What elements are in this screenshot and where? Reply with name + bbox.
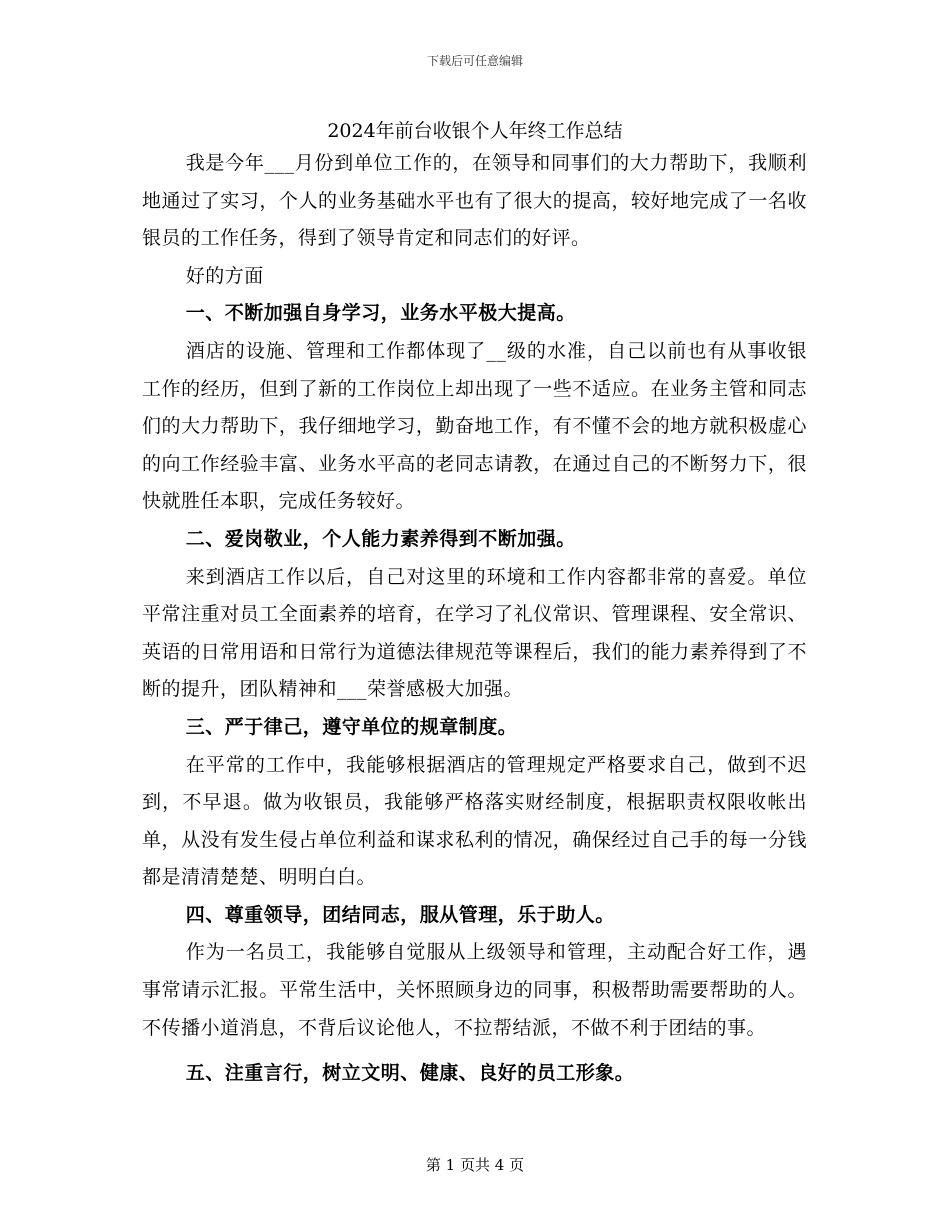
section-paragraph-4: 作为一名员工，我能够自觉服从上级领导和管理，主动配合好工作，遇事常请示汇报。平常生活中，关怀照顾身边的同事，积极帮助需要帮助的人。不传播小道消息，不背后议论他人，不拉帮结派，不做不利于团结的事。 xyxy=(142,941,807,1039)
section-heading-4: 四、尊重领导，团结同志，服从管理，乐于助人。 xyxy=(185,903,615,926)
section-heading-1: 一、不断加强自身学习，业务水平极大提高。 xyxy=(185,302,576,325)
section-paragraph-2: 来到酒店工作以后，自己对这里的环境和工作内容都非常的喜爱。单位平常注重对员工全面素养的培育，在学习了礼仪常识、管理课程、安全常识、英语的日常用语和日常行为道德法律规范等课程后，我们的能力素养得到了不断的提升，团队精神和___荣誉感极大加强。 xyxy=(142,565,807,701)
section-heading-3: 三、严于律己，遵守单位的规章制度。 xyxy=(185,715,518,738)
intro-paragraph: 我是今年___月份到单位工作的，在领导和同事们的大力帮助下，我顺利地通过了实习，个人的业务基础水平也有了很大的提高，较好地完成了一名收银员的工作任务，得到了领导肯定和同志们的好评。 xyxy=(142,152,807,250)
section-heading-2: 二、爱岗敬业，个人能力素养得到不断加强。 xyxy=(185,527,576,550)
page-header: 下载后可任意编辑 xyxy=(426,54,523,68)
good-aspects-label: 好的方面 xyxy=(185,264,264,287)
document-body xyxy=(142,145,807,1093)
section-heading-5: 五、注重言行，树立文明、健康、良好的员工形象。 xyxy=(185,1062,635,1085)
page-footer: 第 1 页共 4 页 xyxy=(425,1156,525,1174)
section-paragraph-3: 在平常的工作中，我能够根据酒店的管理规定严格要求自己，做到不迟到，不早退。做为收银员，我能够严格落实财经制度，根据职责权限收帐出单，从没有发生侵占单位利益和谋求私利的情况，确保经过自己手的每一分钱都是清清楚楚、明明白白。 xyxy=(142,753,807,889)
section-paragraph-1: 酒店的设施、管理和工作都体现了__级的水准，自己以前也有从事收银工作的经历，但到了新的工作岗位上却出现了一些不适应。在业务主管和同志们的大力帮助下，我仔细地学习，勤奋地工作，有不懂不会的地方就积极虚心的向工作经验丰富、业务水平高的老同志请教，在通过自己的不断努力下，很快就胜任本职，完成任务较好。 xyxy=(142,339,807,513)
document-title: 2024年前台收银个人年终工作总结 xyxy=(327,120,623,142)
